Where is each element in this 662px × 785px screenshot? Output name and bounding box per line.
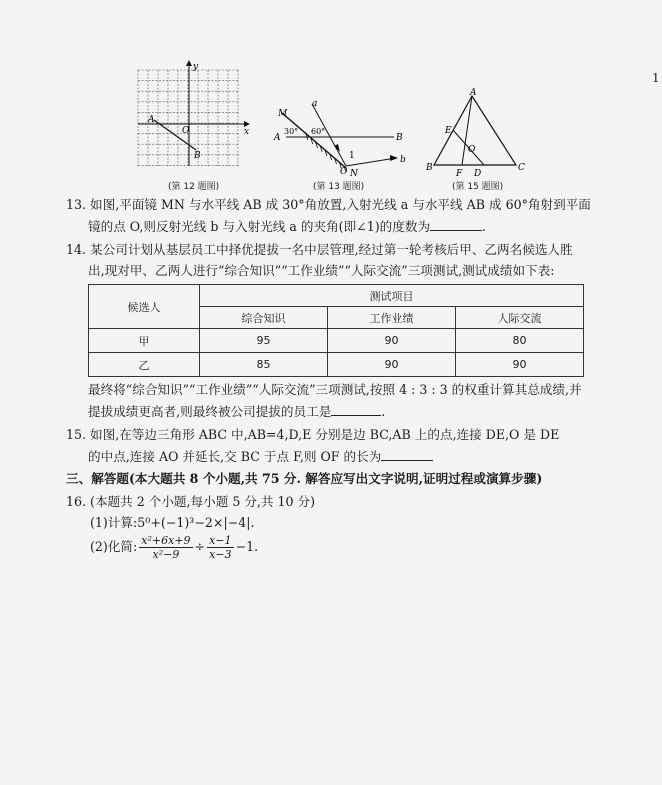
q16-tail: −1. — [235, 539, 259, 554]
label-angle-30: 30° — [284, 127, 299, 136]
label-n: N — [350, 169, 358, 178]
col-comprehensive-knowledge: 综合知识 — [200, 307, 328, 329]
q16-part-2 — [90, 530, 258, 564]
cell-score: 90 — [328, 329, 456, 353]
q15-line-2 — [88, 448, 433, 465]
label-o: O — [468, 145, 476, 155]
fraction-2: $\frac{x-1}{x-3}$ — [209, 534, 232, 561]
label-f: F — [456, 169, 463, 179]
figure-13-caption: (第 13 题图) — [313, 182, 365, 192]
label-m: M — [278, 109, 288, 119]
figure-15-triangle — [424, 88, 534, 180]
q16-part-1: (1)计算:5⁰+(−1)³−2×|−4|. — [90, 515, 255, 530]
label-a: A — [274, 133, 281, 143]
row-name: 甲 — [89, 329, 200, 353]
q14-answer-blank[interactable] — [331, 403, 381, 416]
q15-text: 的中点,连接 AO 并延长,交 BC 于点 F,则 OF 的长为 — [88, 449, 382, 464]
table-row — [89, 329, 584, 353]
label-e: E — [445, 126, 452, 136]
section-3-heading: 三、解答题(本大题共 8 个小题,共 75 分. 解答应写出文字说明,证明过程或演算步骤) — [66, 471, 543, 486]
label-o: O — [182, 126, 190, 136]
row-name: 乙 — [89, 353, 200, 377]
col-interpersonal: 人际交流 — [456, 307, 584, 329]
figure-15-caption: (第 15 题图) — [452, 182, 504, 192]
q14-line-2: 出,现对甲、乙两人进行“综合知识”“工作业绩”“人际交流”三项测试,测试成绩如下表: — [88, 263, 555, 278]
label-angle-1: 1 — [349, 151, 355, 161]
page-number: 1 — [652, 71, 660, 85]
cell-score: 90 — [456, 353, 584, 377]
figure-12-caption: (第 12 题图) — [168, 182, 220, 192]
q13-answer-blank[interactable] — [430, 218, 482, 231]
label-b: B — [194, 151, 201, 161]
q13-line-1: 13. 如图,平面镜 MN 与水平线 AB 成 30°角放置,入射光线 a 与水平线 AB 成 60°角射到平面 — [66, 197, 591, 212]
label-o: O — [340, 167, 348, 177]
label-ray-a: a — [312, 99, 318, 109]
q14-after-2: 提拔成绩更高者,则最终被公司提拔的员工是 . — [88, 404, 386, 419]
q14-text: 提拔成绩更高者,则最终被公司提拔的员工是 — [88, 404, 332, 419]
q15-line-1: 15. 如图,在等边三角形 ABC 中,AB=4,D,E 分别是边 BC,AB 上的点,连接 DE,O 是 DE — [66, 427, 560, 442]
col-work-performance: 工作业绩 — [328, 307, 456, 329]
table-row — [89, 353, 584, 377]
q13-text: 镜的点 O,则反射光线 b 与入射光线 a 的夹角(即∠1)的度数为 — [88, 219, 431, 234]
label-b: B — [396, 133, 403, 143]
cell-score: 90 — [328, 353, 456, 377]
score-table — [88, 284, 584, 377]
q16-part-2-prefix: (2)化简: — [90, 539, 138, 554]
figure-13-mirror — [266, 96, 416, 178]
label-d: D — [474, 169, 482, 179]
label-a: A — [470, 88, 477, 98]
figure-12-grid — [132, 60, 257, 175]
cell-score: 80 — [456, 329, 584, 353]
label-a: A — [148, 115, 155, 125]
cell-score: 95 — [200, 329, 328, 353]
label-c: C — [518, 163, 525, 173]
q15-answer-blank[interactable] — [381, 448, 433, 461]
label-b: B — [426, 163, 433, 173]
q16-intro: 16. (本题共 2 个小题,每小题 5 分,共 10 分) — [66, 494, 316, 509]
header-candidate: 候选人 — [89, 285, 200, 329]
q14-after-1: 最终将“综合知识”“工作业绩”“人际交流”三项测试,按照 4 : 3 : 3 的权重计算其总成绩,并 — [88, 382, 582, 397]
mirror-mn — [282, 113, 346, 168]
header-test-items: 测试项目 — [200, 285, 584, 307]
label-y: y — [193, 62, 199, 72]
label-angle-60: 60° — [311, 127, 326, 136]
label-ray-b: b — [400, 155, 406, 165]
division-sign: ÷ — [194, 539, 206, 554]
q13-line-2: 镜的点 O,则反射光线 b 与入射光线 a 的夹角(即∠1)的度数为 . — [88, 219, 487, 234]
cell-score: 85 — [200, 353, 328, 377]
fraction-1: $\frac{\text{x²+6x+9}}{\text{x²−9}}$ — [141, 534, 191, 561]
label-x: x — [244, 127, 250, 137]
q14-line-1: 14. 某公司计划从基层员工中择优提拔一名中层管理,经过第一轮考核后甲、乙两名候选人胜 — [66, 242, 573, 257]
